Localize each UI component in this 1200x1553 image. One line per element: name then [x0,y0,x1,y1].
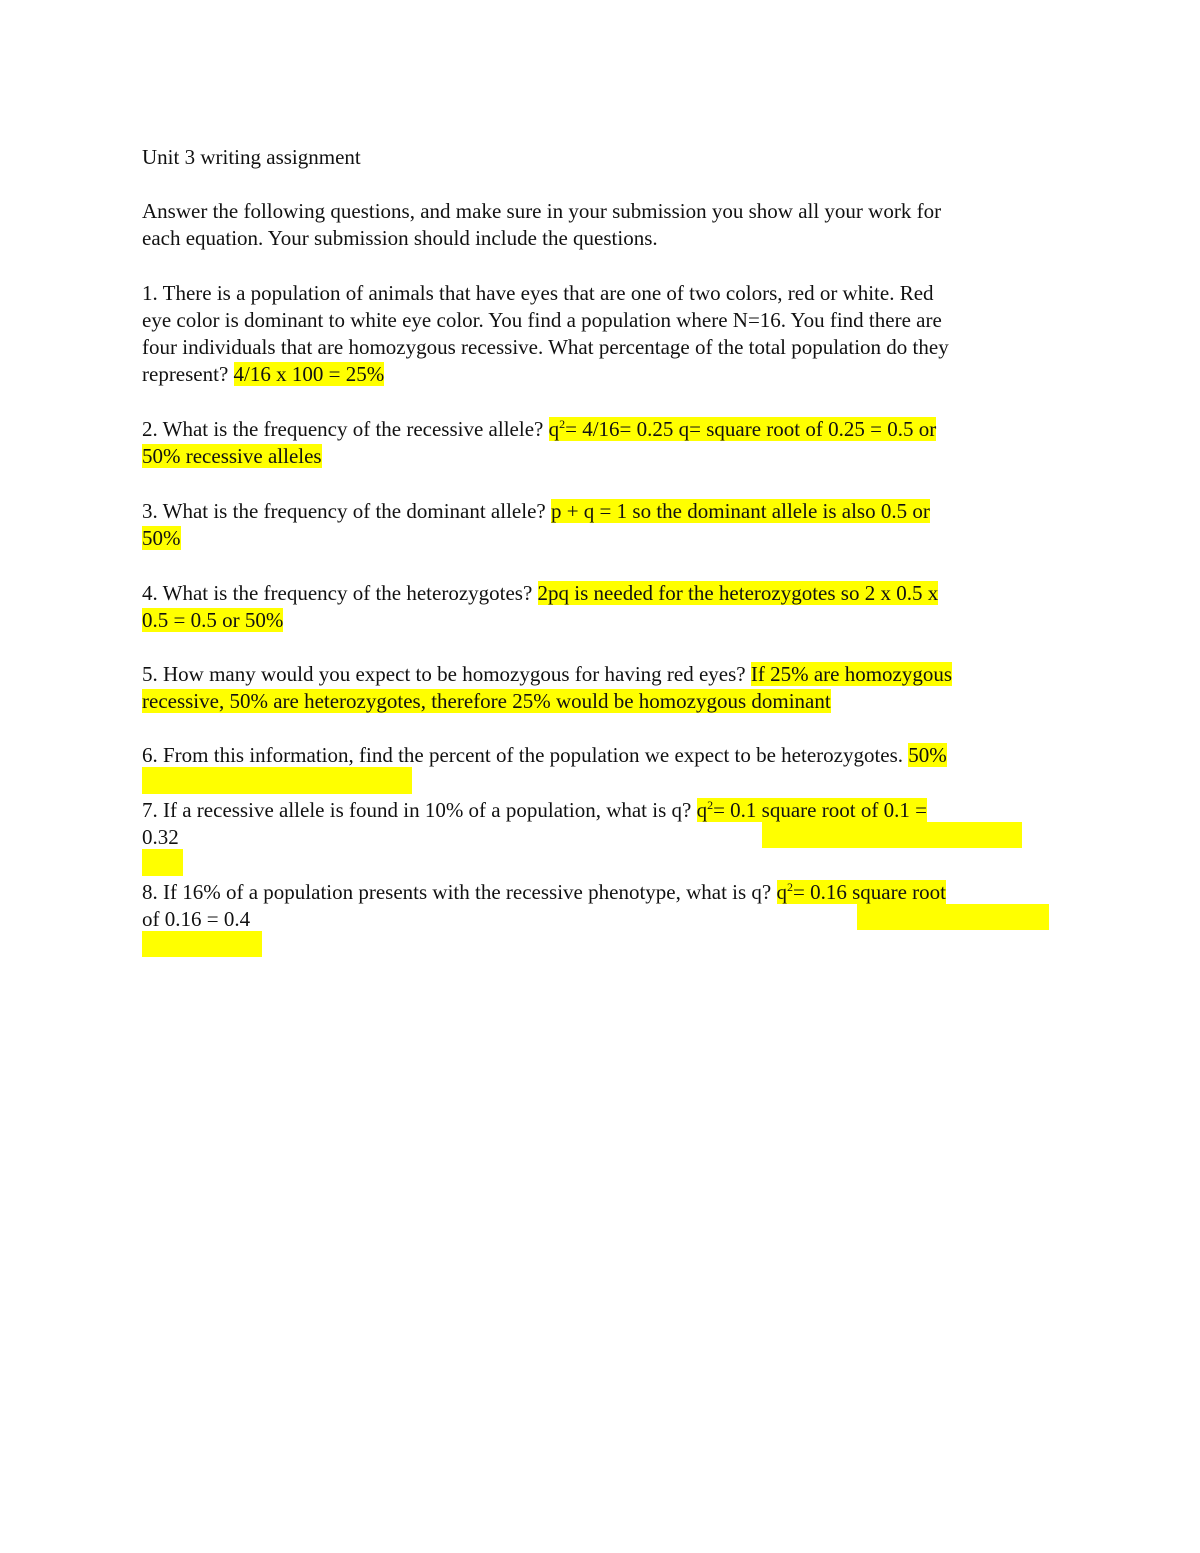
question-text: 5. How many would you expect to be homozygous for having red eyes? [142,662,751,686]
answer-highlight [777,880,946,904]
title-text: Unit 3 writing assignment [142,145,361,169]
document-title [142,144,1062,171]
answer-text: = 4/16= 0.25 q= square root of 0.25 = 0.5 or [565,417,937,441]
question-text: 2. What is the frequency of the recessive allele? [142,417,549,441]
highlight-empty-line [762,822,1022,848]
intro-line: Answer the following questions, and make sure in your submission you show all your work for [142,199,942,223]
answer-highlight: 50% [908,743,947,767]
question-1 [142,280,1062,388]
answer-highlight: 50% [142,526,181,550]
question-5 [142,661,1062,715]
question-text: 4. What is the frequency of the heterozygotes? [142,581,538,605]
question-text: 1. There is a population of animals that have eyes that are one of two colors, red or white. Red [142,281,934,305]
question-6 [142,742,1062,769]
answer-text: of 0.16 = 0.4 [142,907,251,931]
intro-paragraph [142,198,1062,252]
question-3 [142,498,1062,552]
answer-text: = 0.16 square root [793,880,946,904]
question-text: represent? [142,362,234,386]
answer-symbol: q [776,880,788,904]
question-4 [142,580,1062,634]
answer-highlight: 0.5 = 0.5 or 50% [142,608,284,632]
answer-highlight: p + q = 1 so the dominant allele is also 0.5 or [550,499,930,523]
question-text: 6. From this information, find the percent of the population we expect to be heterozygotes. [142,743,909,767]
highlight-empty-line [142,767,412,794]
answer-highlight: If 25% are homozygous [750,662,953,686]
highlight-empty-line [142,849,183,876]
answer-highlight [549,417,937,441]
question-text: four individuals that are homozygous recessive. What percentage of the total population do they [142,335,949,359]
answer-text: 0.32 [142,825,179,849]
answer-highlight [697,798,927,822]
answer-exponent: 2 [787,880,794,894]
answer-highlight: 50% recessive alleles [142,444,322,468]
highlight-empty-line [857,904,1049,930]
answer-exponent: 2 [707,798,714,812]
question-text: eye color is dominant to white eye color. You find a population where N=16. You find there are [142,308,942,332]
answer-text: = 0.1 square root of 0.1 = [713,798,927,822]
answer-symbol: q [696,798,708,822]
question-text: 3. What is the frequency of the dominant allele? [142,499,551,523]
question-2 [142,416,1062,470]
answer-exponent: 2 [559,417,566,431]
intro-line: each equation. Your submission should include the questions. [142,226,658,250]
highlight-empty-line [142,931,262,957]
question-text: 8. If 16% of a population presents with the recessive phenotype, what is q? [142,880,777,904]
answer-symbol: q [548,417,560,441]
answer-highlight: recessive, 50% are heterozygotes, therefore 25% would be homozygous dominant [142,689,831,713]
question-text: 7. If a recessive allele is found in 10% of a population, what is q? [142,798,697,822]
answer-highlight: 4/16 x 100 = 25% [233,362,385,386]
answer-highlight: 2pq is needed for the heterozygotes so 2 x 0.5 x [537,581,939,605]
